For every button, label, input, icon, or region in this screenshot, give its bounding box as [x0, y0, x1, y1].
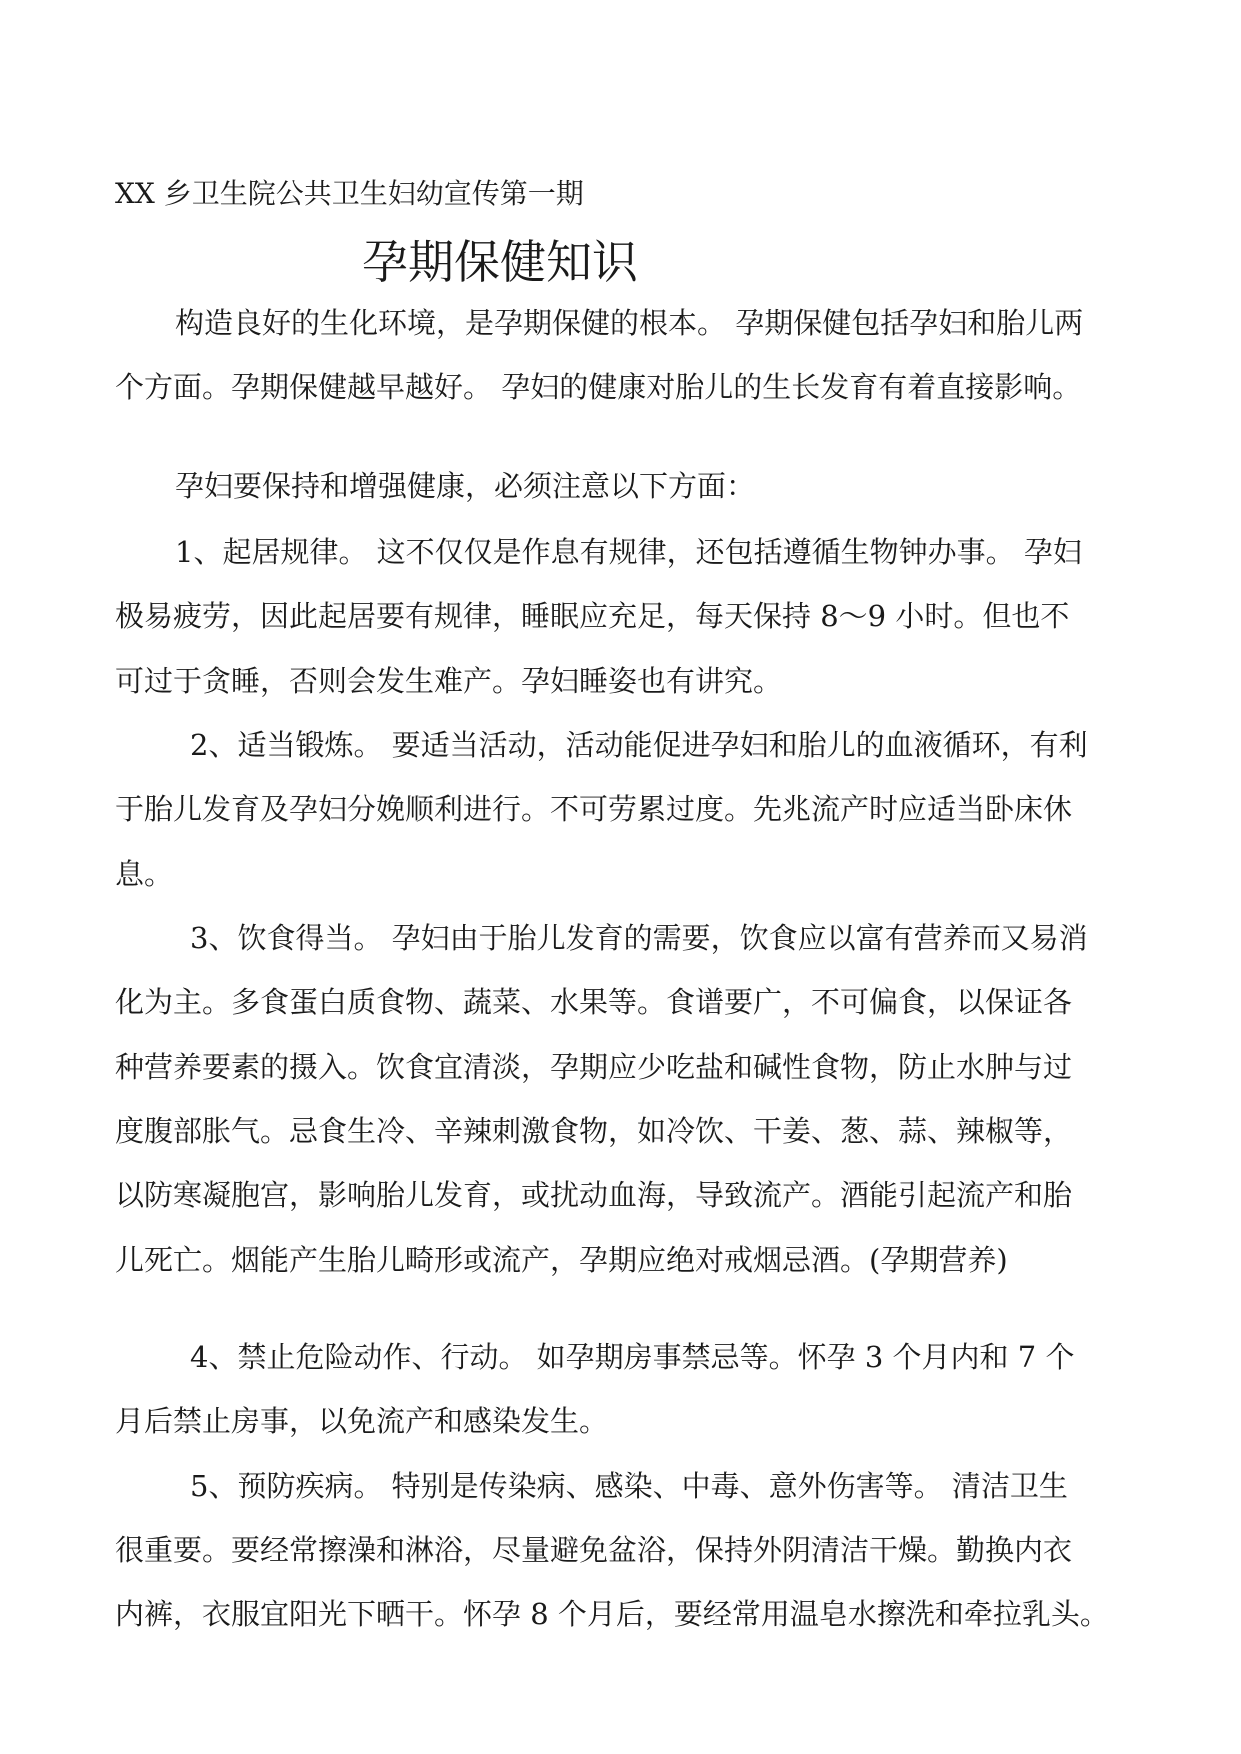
paragraph-line: 月后禁止房事，以免流产和感染发生。	[115, 1404, 609, 1438]
paragraph-line: 3、饮食得当。 孕妇由于胎儿发育的需要，饮食应以富有营养而又易消	[190, 921, 1088, 955]
paragraph-line: 极易疲劳，因此起居要有规律，睡眠应充足，每天保持 8～9 小时。但也不	[115, 599, 1070, 633]
paragraph-line: 构造良好的生化环境，是孕期保健的根本。 孕期保健包括孕妇和胎儿两	[175, 306, 1084, 340]
paragraph-line: 息。	[115, 857, 174, 891]
paragraph-line: 内裤，衣服宜阳光下晒干。怀孕 8 个月后，要经常用温皂水擦洗和牵拉乳头。	[115, 1597, 1109, 1631]
paragraph-line: 化为主。多食蛋白质食物、蔬菜、水果等。食谱要广，不可偏食，以保证各	[115, 985, 1073, 1019]
paragraph-line: 2、适当锻炼。 要适当活动，活动能促进孕妇和胎儿的血液循环，有利	[190, 728, 1088, 762]
paragraph-line: 4、禁止危险动作、行动。 如孕期房事禁忌等。怀孕 3 个月内和 7 个	[190, 1340, 1075, 1374]
document-title: 孕期保健知识	[362, 235, 638, 289]
paragraph-line: 种营养要素的摄入。饮食宜清淡，孕期应少吃盐和碱性食物，防止水肿与过	[115, 1050, 1073, 1084]
paragraph-line: 以防寒凝胞宫，影响胎儿发育，或扰动血海，导致流产。酒能引起流产和胎	[115, 1178, 1073, 1212]
paragraph-line: 个方面。孕期保健越早越好。 孕妇的健康对胎儿的生长发育有着直接影响。	[115, 370, 1082, 404]
paragraph-line: 度腹部胀气。忌食生冷、辛辣刺激食物，如冷饮、干姜、葱、蒜、辣椒等，	[115, 1114, 1073, 1148]
paragraph-line: 5、预防疾病。 特别是传染病、感染、中毒、意外伤害等。 清洁卫生	[190, 1469, 1068, 1503]
paragraph-line: 孕妇要保持和增强健康，必须注意以下方面：	[175, 469, 756, 503]
paragraph-line: 儿死亡。烟能产生胎儿畸形或流产，孕期应绝对戒烟忌酒。(孕期营养)	[115, 1243, 1008, 1277]
document-header: XX 乡卫生院公共卫生妇幼宣传第一期	[115, 177, 584, 210]
paragraph-line: 1、起居规律。 这不仅仅是作息有规律，还包括遵循生物钟办事。 孕妇	[175, 535, 1082, 569]
paragraph-line: 可过于贪睡，否则会发生难产。孕妇睡姿也有讲究。	[115, 664, 783, 698]
paragraph-line: 于胎儿发育及孕妇分娩顺利进行。不可劳累过度。先兆流产时应适当卧床休	[115, 792, 1073, 826]
paragraph-line: 很重要。要经常擦澡和淋浴，尽量避免盆浴，保持外阴清洁干燥。勤换内衣	[115, 1533, 1073, 1567]
